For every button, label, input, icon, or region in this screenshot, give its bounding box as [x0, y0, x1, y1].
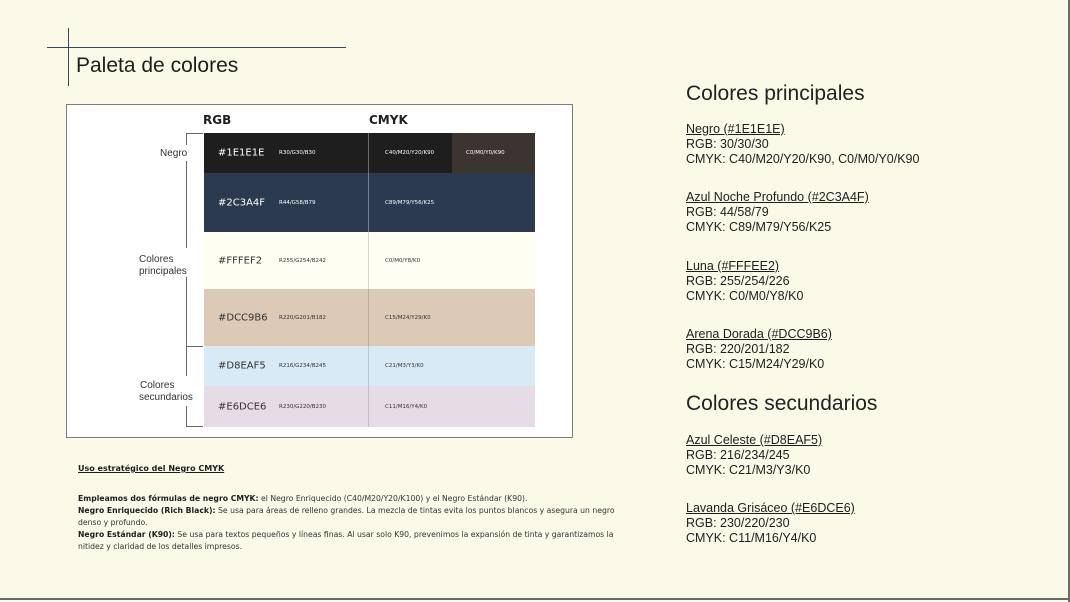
swatch-row-azul-noche [204, 173, 535, 232]
swatch-hex: #1E1E1E [218, 147, 265, 159]
swatch-hex: #FFFEF2 [218, 255, 263, 266]
group-label-secundarios [139, 380, 193, 404]
entry-azul-noche [686, 190, 869, 235]
swatch-cmyk: C21/M3/Y3/K0 [385, 363, 424, 369]
group-label-secundarios-line1: Colores [140, 380, 175, 391]
entry-rgb: RGB: 255/254/226 [686, 274, 790, 288]
page-title: Paleta de colores [76, 54, 239, 77]
bracket-secundarios-bottom [186, 406, 187, 427]
swatch-cmyk: C40/M20/Y20/K90 [385, 150, 435, 156]
bracket-negro-lower [186, 161, 187, 173]
swatch-hex: #DCC9B6 [218, 312, 268, 323]
swatch-divider [368, 346, 369, 386]
rgb-column-header: RGB [203, 113, 232, 127]
note-p3-text: Se usa para textos pequeños y líneas finas. Al usar solo K90, prevenimos la expansión de tinta y garantizamos la nitidez y claridad de los detalles impresos. [78, 530, 614, 551]
note-p2-bold: Negro Enriquecido (Rich Black): [78, 506, 216, 515]
bracket-principales-bottom [186, 277, 187, 346]
frame-edge-bottom [0, 598, 1070, 600]
note-p1-bold: Empleamos dos fórmulas de negro CMYK: [78, 494, 259, 503]
heading-principales: Colores principales [686, 82, 865, 105]
swatch-row-negro [204, 133, 535, 173]
swatch-rgb: R216/G234/B245 [279, 363, 327, 369]
cmyk-column-header: CMYK [369, 113, 408, 127]
swatch-hex: #D8EAF5 [218, 360, 266, 372]
swatch-cmyk-alt: C0/M0/Y0/K90 [466, 150, 505, 156]
note-p1-text: el Negro Enriquecido (C40/M20/Y20/K100) y el Negro Estándar (K90). [258, 494, 528, 503]
entry-azul-celeste [686, 433, 822, 478]
bracket-secundarios-end [186, 426, 203, 427]
swatch-cmyk: C89/M79/Y56/K25 [385, 199, 435, 206]
swatch-divider [368, 289, 369, 346]
swatch-row-luna [204, 232, 535, 289]
swatch-divider [368, 173, 369, 232]
entry-cmyk: CMYK: C89/M79/Y56/K25 [686, 220, 832, 234]
entry-rgb: RGB: 220/201/182 [686, 342, 790, 356]
bracket-principales-top [186, 173, 187, 248]
swatch-rgb: R255/G254/B242 [279, 257, 327, 264]
bracket-principales-end [186, 346, 203, 347]
entry-name: Azul Celeste (#D8EAF5) [686, 433, 823, 447]
entry-cmyk: CMYK: C21/M3/Y3/K0 [686, 463, 811, 477]
note-body [78, 493, 623, 553]
swatch-row-azul-celeste [204, 346, 535, 386]
entry-rgb: RGB: 30/30/30 [686, 137, 769, 151]
swatch-row-lavanda [204, 386, 535, 427]
swatch-hex: #E6DCE6 [218, 401, 267, 412]
entry-cmyk: CMYK: C11/M16/Y4/K0 [686, 531, 817, 545]
title-guide-horizontal [47, 47, 346, 48]
swatch-divider [368, 133, 369, 173]
swatch-alt-black [452, 133, 535, 173]
entry-name: Azul Noche Profundo (#2C3A4F) [686, 190, 869, 204]
entry-name: Arena Dorada (#DCC9B6) [686, 327, 832, 341]
entry-name: Negro (#1E1E1E) [686, 122, 785, 136]
title-guide-vertical [68, 28, 69, 86]
entry-name: Lavanda Grisáceo (#E6DCE6) [686, 501, 855, 515]
group-label-negro: Negro [160, 148, 188, 159]
entry-rgb: RGB: 44/58/79 [686, 205, 769, 219]
entry-negro [686, 122, 919, 167]
swatch-rgb: R30/G30/B30 [279, 150, 316, 156]
group-label-secundarios-line2: secundarios [139, 392, 193, 403]
entry-rgb: RGB: 216/234/245 [686, 448, 790, 462]
group-label-principales-line2: principales [139, 266, 187, 277]
entry-cmyk: CMYK: C15/M24/Y29/K0 [686, 357, 825, 371]
swatch-cmyk: C15/M24/Y29/K0 [385, 314, 431, 321]
entry-lavanda [686, 501, 855, 546]
note-p2-text: Se usa para áreas de relleno grandes. La mezcla de tintas evita los puntos blancos y asegura un negro denso y profundo. [78, 506, 615, 527]
entry-luna [686, 259, 803, 304]
swatch-rgb: R230/G220/B230 [279, 403, 327, 410]
swatch-divider [368, 386, 369, 427]
group-label-principales-line1: Colores [139, 254, 174, 265]
entry-name: Luna (#FFFEE2) [686, 259, 780, 273]
entry-arena [686, 327, 832, 372]
bracket-secundarios-top [186, 346, 187, 376]
bracket-negro [186, 133, 187, 145]
swatch-cmyk: C11/M16/Y4/K0 [385, 403, 428, 410]
note-title: Uso estratégico del Negro CMYK [78, 464, 225, 473]
bracket-negro-top [186, 133, 203, 134]
swatch-cmyk: C0/M0/Y8/K0 [385, 257, 421, 264]
entry-cmyk: CMYK: C40/M20/Y20/K90, C0/M0/Y0/K90 [686, 152, 920, 166]
swatch-rgb: R220/G201/B182 [279, 314, 327, 321]
swatch-hex: #2C3A4F [218, 197, 266, 208]
group-label-principales [139, 254, 187, 278]
swatch-divider [368, 232, 369, 289]
swatch-rgb: R44/G58/B79 [279, 199, 316, 206]
note-p3-bold: Negro Estándar (K90): [78, 530, 175, 539]
swatch-row-arena [204, 289, 535, 346]
entry-rgb: RGB: 230/220/230 [686, 516, 790, 530]
entry-cmyk: CMYK: C0/M0/Y8/K0 [686, 289, 804, 303]
heading-secundarios: Colores secundarios [686, 392, 878, 415]
